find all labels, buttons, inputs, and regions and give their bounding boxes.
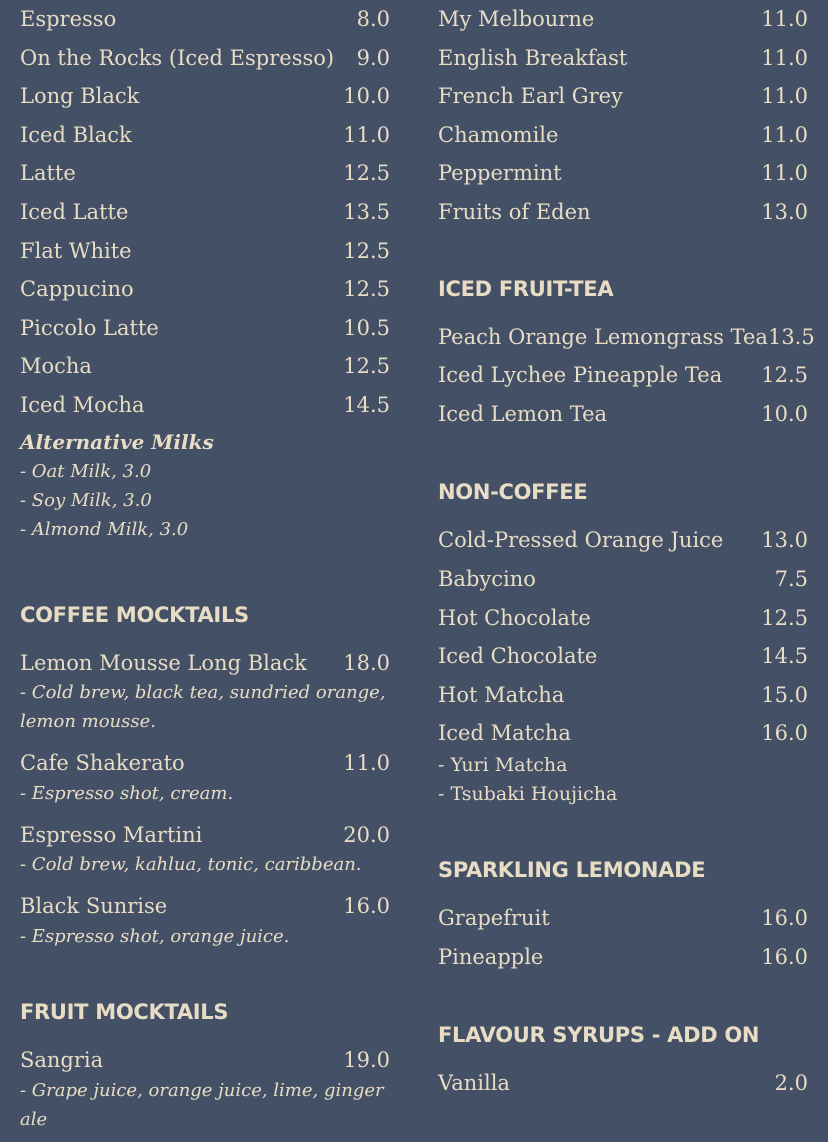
item-price: 12.5 xyxy=(343,277,390,302)
item-description xyxy=(20,922,390,951)
item-name: Hot Chocolate xyxy=(438,605,591,630)
item-price: 16.0 xyxy=(761,905,808,930)
item-price: 11.0 xyxy=(761,84,808,109)
menu-item xyxy=(20,386,390,425)
alternative-milks xyxy=(20,427,390,544)
item-price: 11.0 xyxy=(761,7,808,31)
alt-milk-item: - Almond Milk, 3.0 xyxy=(20,518,189,540)
item-name: Black Sunrise xyxy=(20,894,168,919)
item-price: 19.0 xyxy=(343,1047,390,1072)
item-name: Lemon Mousse Long Black xyxy=(20,650,307,675)
menu-item xyxy=(20,347,390,386)
item-name: On the Rocks (Iced Espresso) xyxy=(20,45,335,70)
item-name: Latte xyxy=(20,161,76,186)
sparkling-lemonade-list xyxy=(438,899,808,976)
menu-item xyxy=(438,356,808,395)
item-name: Piccolo Latte xyxy=(20,315,159,340)
item-price: 10.0 xyxy=(343,84,390,109)
section-heading-non-coffee: NON-COFFEE xyxy=(438,480,588,505)
tea-list xyxy=(438,0,808,232)
item-name: Flat White xyxy=(20,238,132,263)
item-name: Vanilla xyxy=(438,1071,510,1096)
item-name: Peach Orange Lemongrass Tea xyxy=(438,324,768,349)
menu-item xyxy=(438,521,808,560)
item-price: 12.5 xyxy=(343,354,390,379)
menu-item xyxy=(438,395,808,434)
item-price: 13.5 xyxy=(767,324,815,349)
item-price: 12.5 xyxy=(343,161,390,186)
item-name: Fruits of Eden xyxy=(438,199,591,224)
item-price: 16.0 xyxy=(761,944,808,969)
item-price: 13.0 xyxy=(761,199,808,224)
menu-item xyxy=(438,637,808,676)
item-name: Peppermint xyxy=(438,161,562,186)
alt-milk-item: - Oat Milk, 3.0 xyxy=(20,460,152,482)
item-name: Espresso xyxy=(20,7,117,31)
item-name: My Melbourne xyxy=(438,7,595,31)
item-price: 16.0 xyxy=(343,894,390,919)
menu-item xyxy=(20,309,390,348)
description-line: - Cold brew, black tea, sundried orange, xyxy=(20,682,386,704)
description-line: - Cold brew, kahlua, tonic, caribbean. xyxy=(20,854,362,876)
alt-milks-title: Alternative Milks xyxy=(20,429,214,454)
menu-item xyxy=(20,744,390,783)
item-price: 14.5 xyxy=(343,392,390,417)
item-price: 11.0 xyxy=(761,161,808,186)
menu-item xyxy=(20,77,390,116)
item-price: 16.0 xyxy=(761,721,808,746)
item-name: Espresso Martini xyxy=(20,822,203,847)
item-name: English Breakfast xyxy=(438,45,628,70)
matcha-options xyxy=(438,751,808,809)
item-name: Pineapple xyxy=(438,944,544,969)
item-price: 11.0 xyxy=(343,122,390,147)
flavour-syrups-list xyxy=(438,1064,808,1103)
description-line: - Grape juice, orange juice, lime, ginger ale xyxy=(20,1079,384,1130)
description-line: lemon mousse. xyxy=(20,711,156,733)
item-description xyxy=(20,850,390,879)
non-coffee-list xyxy=(438,521,808,809)
item-name: Cafe Shakerato xyxy=(20,751,185,776)
item-name: Iced Matcha xyxy=(438,721,571,746)
item-price: 18.0 xyxy=(343,650,390,675)
section-heading-flavour-syrups: FLAVOUR SYRUPS - ADD ON xyxy=(438,1023,760,1048)
coffee-mocktails-list xyxy=(20,644,390,951)
item-price: 9.0 xyxy=(356,45,390,70)
menu-item xyxy=(438,39,808,78)
menu-item xyxy=(20,116,390,155)
item-name: Iced Mocha xyxy=(20,392,145,417)
item-price: 12.5 xyxy=(761,605,808,630)
menu-item xyxy=(438,899,808,938)
menu-item xyxy=(20,193,390,232)
menu-item xyxy=(438,154,808,193)
menu-item xyxy=(438,1064,808,1103)
menu-item xyxy=(20,232,390,271)
item-name: Long Black xyxy=(20,84,140,109)
item-price: 13.5 xyxy=(343,199,390,224)
item-price: 8.0 xyxy=(356,7,390,31)
item-description xyxy=(20,678,390,736)
item-price: 15.0 xyxy=(761,682,808,707)
menu-item xyxy=(438,938,808,977)
item-price: 12.5 xyxy=(343,238,390,263)
item-name: Babycino xyxy=(438,566,536,591)
item-description xyxy=(20,779,390,808)
item-name: Chamomile xyxy=(438,122,559,147)
menu-item xyxy=(20,887,390,926)
menu-item xyxy=(20,1041,390,1080)
menu-item xyxy=(438,676,808,715)
item-name: Iced Latte xyxy=(20,199,129,224)
item-name: Sangria xyxy=(20,1047,104,1072)
menu-item xyxy=(20,154,390,193)
item-name: Mocha xyxy=(20,354,92,379)
item-price: 11.0 xyxy=(343,751,390,776)
item-name: Hot Matcha xyxy=(438,682,565,707)
item-name: Grapefruit xyxy=(438,905,550,930)
item-price: 13.0 xyxy=(761,528,808,553)
item-name: Cappucino xyxy=(20,277,134,302)
item-name: Iced Black xyxy=(20,122,132,147)
section-heading-fruit-mocktails: FRUIT MOCKTAILS xyxy=(20,999,229,1024)
menu-item xyxy=(438,318,815,357)
matcha-option: - Tsubaki Houjicha xyxy=(438,782,618,805)
right-column xyxy=(438,0,815,1103)
item-price: 14.5 xyxy=(761,644,808,669)
menu-item xyxy=(438,77,808,116)
item-price: 10.5 xyxy=(343,315,390,340)
alt-milk-item: - Soy Milk, 3.0 xyxy=(20,489,152,511)
menu-item xyxy=(438,0,808,39)
item-price: 2.0 xyxy=(774,1071,808,1096)
fruit-mocktails-list xyxy=(20,1041,390,1134)
item-name: Iced Lemon Tea xyxy=(438,401,608,426)
item-price: 7.5 xyxy=(774,566,808,591)
item-price: 11.0 xyxy=(761,45,808,70)
item-price: 20.0 xyxy=(343,822,390,847)
item-price: 10.0 xyxy=(761,401,808,426)
iced-fruit-tea-list xyxy=(438,318,815,434)
item-price: 12.5 xyxy=(761,363,808,388)
description-line: - Espresso shot, cream. xyxy=(20,782,234,804)
item-name: French Earl Grey xyxy=(438,84,623,109)
menu-item xyxy=(20,270,390,309)
description-line: - Espresso shot, orange juice. xyxy=(20,925,290,947)
coffee-list xyxy=(20,0,390,425)
menu-item xyxy=(438,714,808,753)
matcha-option: - Yuri Matcha xyxy=(438,753,568,776)
menu-item xyxy=(438,560,808,599)
item-name: Iced Lychee Pineapple Tea xyxy=(438,363,723,388)
item-name: Cold-Pressed Orange Juice xyxy=(438,528,724,553)
menu-item xyxy=(438,599,808,638)
menu-item xyxy=(20,39,390,78)
menu-item xyxy=(20,0,390,39)
left-column xyxy=(20,0,390,1142)
menu-item xyxy=(438,116,808,155)
menu-item xyxy=(20,644,390,683)
section-heading-iced-fruit-tea: ICED FRUIT-TEA xyxy=(438,276,614,301)
section-heading-sparkling-lemonade: SPARKLING LEMONADE xyxy=(438,857,706,882)
menu-item xyxy=(20,816,390,855)
item-price: 11.0 xyxy=(761,122,808,147)
item-name: Iced Chocolate xyxy=(438,644,598,669)
menu-item xyxy=(438,193,808,232)
section-heading-coffee-mocktails: COFFEE MOCKTAILS xyxy=(20,602,249,627)
